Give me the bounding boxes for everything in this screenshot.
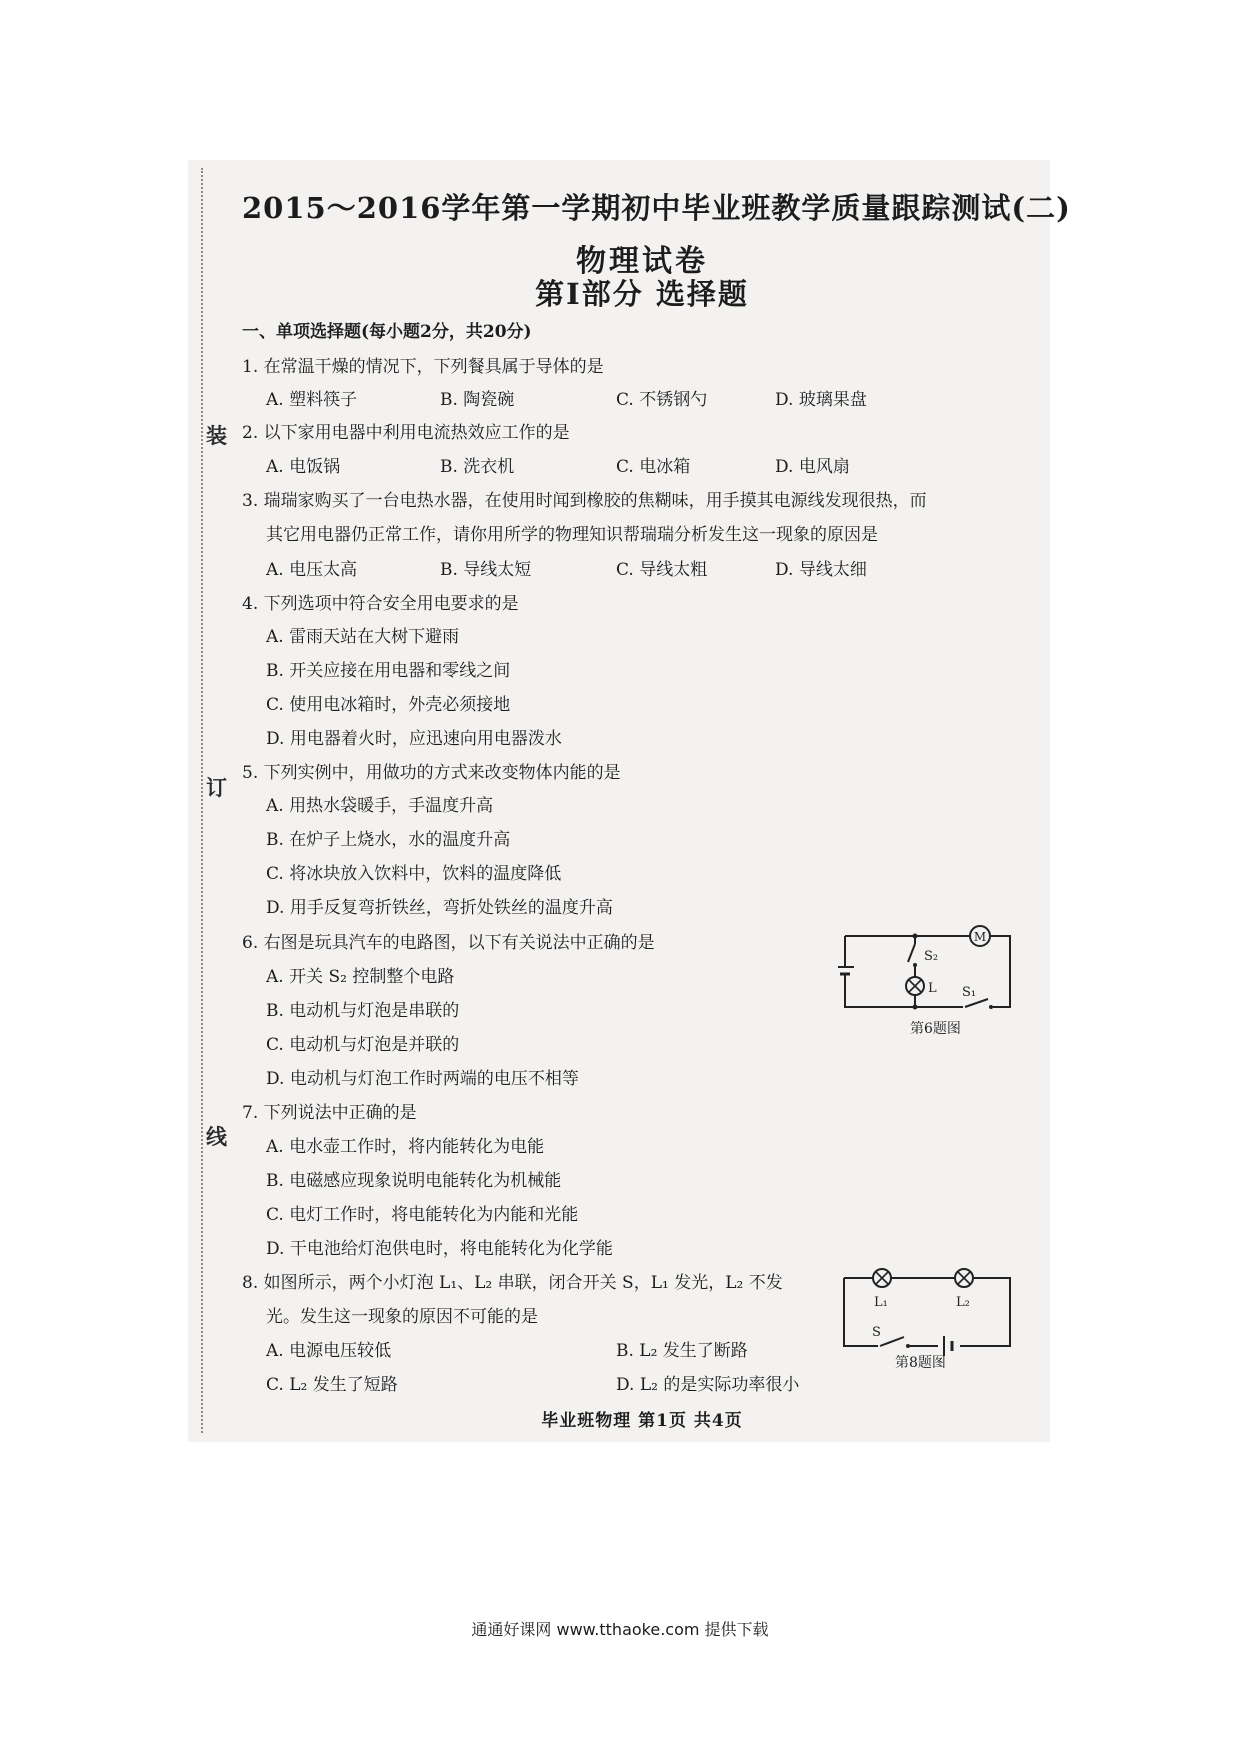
q7-option-a: A. 电水壶工作时，将内能转化为电能 xyxy=(266,1137,545,1157)
q1-option-b: B. 陶瓷碗 xyxy=(440,390,515,410)
q8-option-c: C. L₂ 发生了短路 xyxy=(266,1375,398,1395)
q2-stem: 2. 以下家用电器中利用电流热效应工作的是 xyxy=(242,423,570,443)
q6-option-d: D. 电动机与灯泡工作时两端的电压不相等 xyxy=(266,1069,579,1089)
q4-option-b: B. 开关应接在用电器和零线之间 xyxy=(266,661,511,681)
q8-option-d: D. L₂ 的是实际功率很小 xyxy=(616,1375,800,1395)
q7-option-d: D. 干电池给灯泡供电时，将电能转化为化学能 xyxy=(266,1239,613,1259)
q6-stem: 6. 右图是玩具汽车的电路图，以下有关说法中正确的是 xyxy=(242,933,655,953)
switch-s2-label: S₂ xyxy=(924,949,939,964)
q4-option-a: A. 雷雨天站在大树下避雨 xyxy=(266,627,460,647)
binding-char-xian: 线 xyxy=(206,1124,227,1149)
q3-option-a: A. 电压太高 xyxy=(266,560,358,580)
figure-8-circuit xyxy=(838,1248,1018,1360)
switch-s-label: S xyxy=(872,1325,881,1340)
binding-char-zhuang: 装 xyxy=(206,423,227,448)
q2-option-b: B. 洗衣机 xyxy=(440,457,515,477)
binding-margin-line xyxy=(201,168,203,1433)
lamp-l1-label: L₁ xyxy=(874,1295,888,1310)
lamp-l-label: L xyxy=(928,981,937,996)
q6-option-a: A. 开关 S₂ 控制整个电路 xyxy=(266,967,455,987)
page-footer: 毕业班物理 第1页 共4页 xyxy=(541,1411,743,1431)
q6-option-c: C. 电动机与灯泡是并联的 xyxy=(266,1035,460,1055)
q1-option-d: D. 玻璃果盘 xyxy=(775,390,867,410)
q2-option-c: C. 电冰箱 xyxy=(616,457,691,477)
q7-stem: 7. 下列说法中正确的是 xyxy=(242,1103,417,1123)
binding-char-ding: 订 xyxy=(206,775,227,800)
q1-option-a: A. 塑料筷子 xyxy=(266,390,358,410)
q5-option-d: D. 用手反复弯折铁丝，弯折处铁丝的温度升高 xyxy=(266,898,613,918)
section-heading: 一、单项选择题(每小题2分，共20分) xyxy=(242,322,532,342)
download-credit: 通通好课网 www.tthaoke.com 提供下载 xyxy=(471,1620,769,1639)
q5-stem: 5. 下列实例中，用做功的方式来改变物体内能的是 xyxy=(242,763,621,783)
q7-option-b: B. 电磁感应现象说明电能转化为机械能 xyxy=(266,1171,562,1191)
q4-stem: 4. 下列选项中符合安全用电要求的是 xyxy=(242,594,519,614)
q8-option-b: B. L₂ 发生了断路 xyxy=(616,1341,748,1361)
q2-option-a: A. 电饭锅 xyxy=(266,457,341,477)
q5-option-b: B. 在炉子上烧水，水的温度升高 xyxy=(266,830,511,850)
exam-subject: 物理试卷 xyxy=(576,244,708,279)
figure-6-circuit xyxy=(838,912,1018,1032)
q1-option-c: C. 不锈钢勺 xyxy=(616,390,708,410)
q3-option-b: B. 导线太短 xyxy=(440,560,532,580)
figure-6-caption: 第6题图 xyxy=(910,1021,961,1037)
q5-option-a: A. 用热水袋暖手，手温度升高 xyxy=(266,796,494,816)
q3-option-d: D. 导线太细 xyxy=(775,560,867,580)
q1-stem: 1. 在常温干燥的情况下，下列餐具属于导体的是 xyxy=(242,357,604,377)
q6-option-b: B. 电动机与灯泡是串联的 xyxy=(266,1001,460,1021)
switch-s1-label: S₁ xyxy=(962,985,977,1000)
q4-option-c: C. 使用电冰箱时，外壳必须接地 xyxy=(266,695,511,715)
motor-label: M xyxy=(973,930,987,944)
q3-option-c: C. 导线太粗 xyxy=(616,560,708,580)
q8-stem-line1: 8. 如图所示，两个小灯泡 L₁、L₂ 串联，闭合开关 S，L₁ 发光，L₂ 不发 xyxy=(242,1273,783,1293)
exam-title: 2015～2016学年第一学期初中毕业班教学质量跟踪测试(二) xyxy=(242,191,1071,225)
part-title: 第Ⅰ部分 选择题 xyxy=(535,277,749,311)
figure-8-caption: 第8题图 xyxy=(895,1355,946,1371)
q8-stem-line2: 光。发生这一现象的原因不可能的是 xyxy=(266,1307,538,1327)
lamp-l2-label: L₂ xyxy=(956,1295,970,1310)
q2-option-d: D. 电风扇 xyxy=(775,457,850,477)
q3-stem-line1: 3. 瑞瑞家购买了一台电热水器，在使用时闻到橡胶的焦糊味，用手摸其电源线发现很热，而 xyxy=(242,491,927,511)
q3-stem-line2: 其它用电器仍正常工作，请你用所学的物理知识帮瑞瑞分析发生这一现象的原因是 xyxy=(266,525,878,545)
q4-option-d: D. 用电器着火时，应迅速向用电器泼水 xyxy=(266,729,562,749)
q5-option-c: C. 将冰块放入饮料中，饮料的温度降低 xyxy=(266,864,562,884)
q8-option-a: A. 电源电压较低 xyxy=(266,1341,392,1361)
q7-option-c: C. 电灯工作时，将电能转化为内能和光能 xyxy=(266,1205,579,1225)
